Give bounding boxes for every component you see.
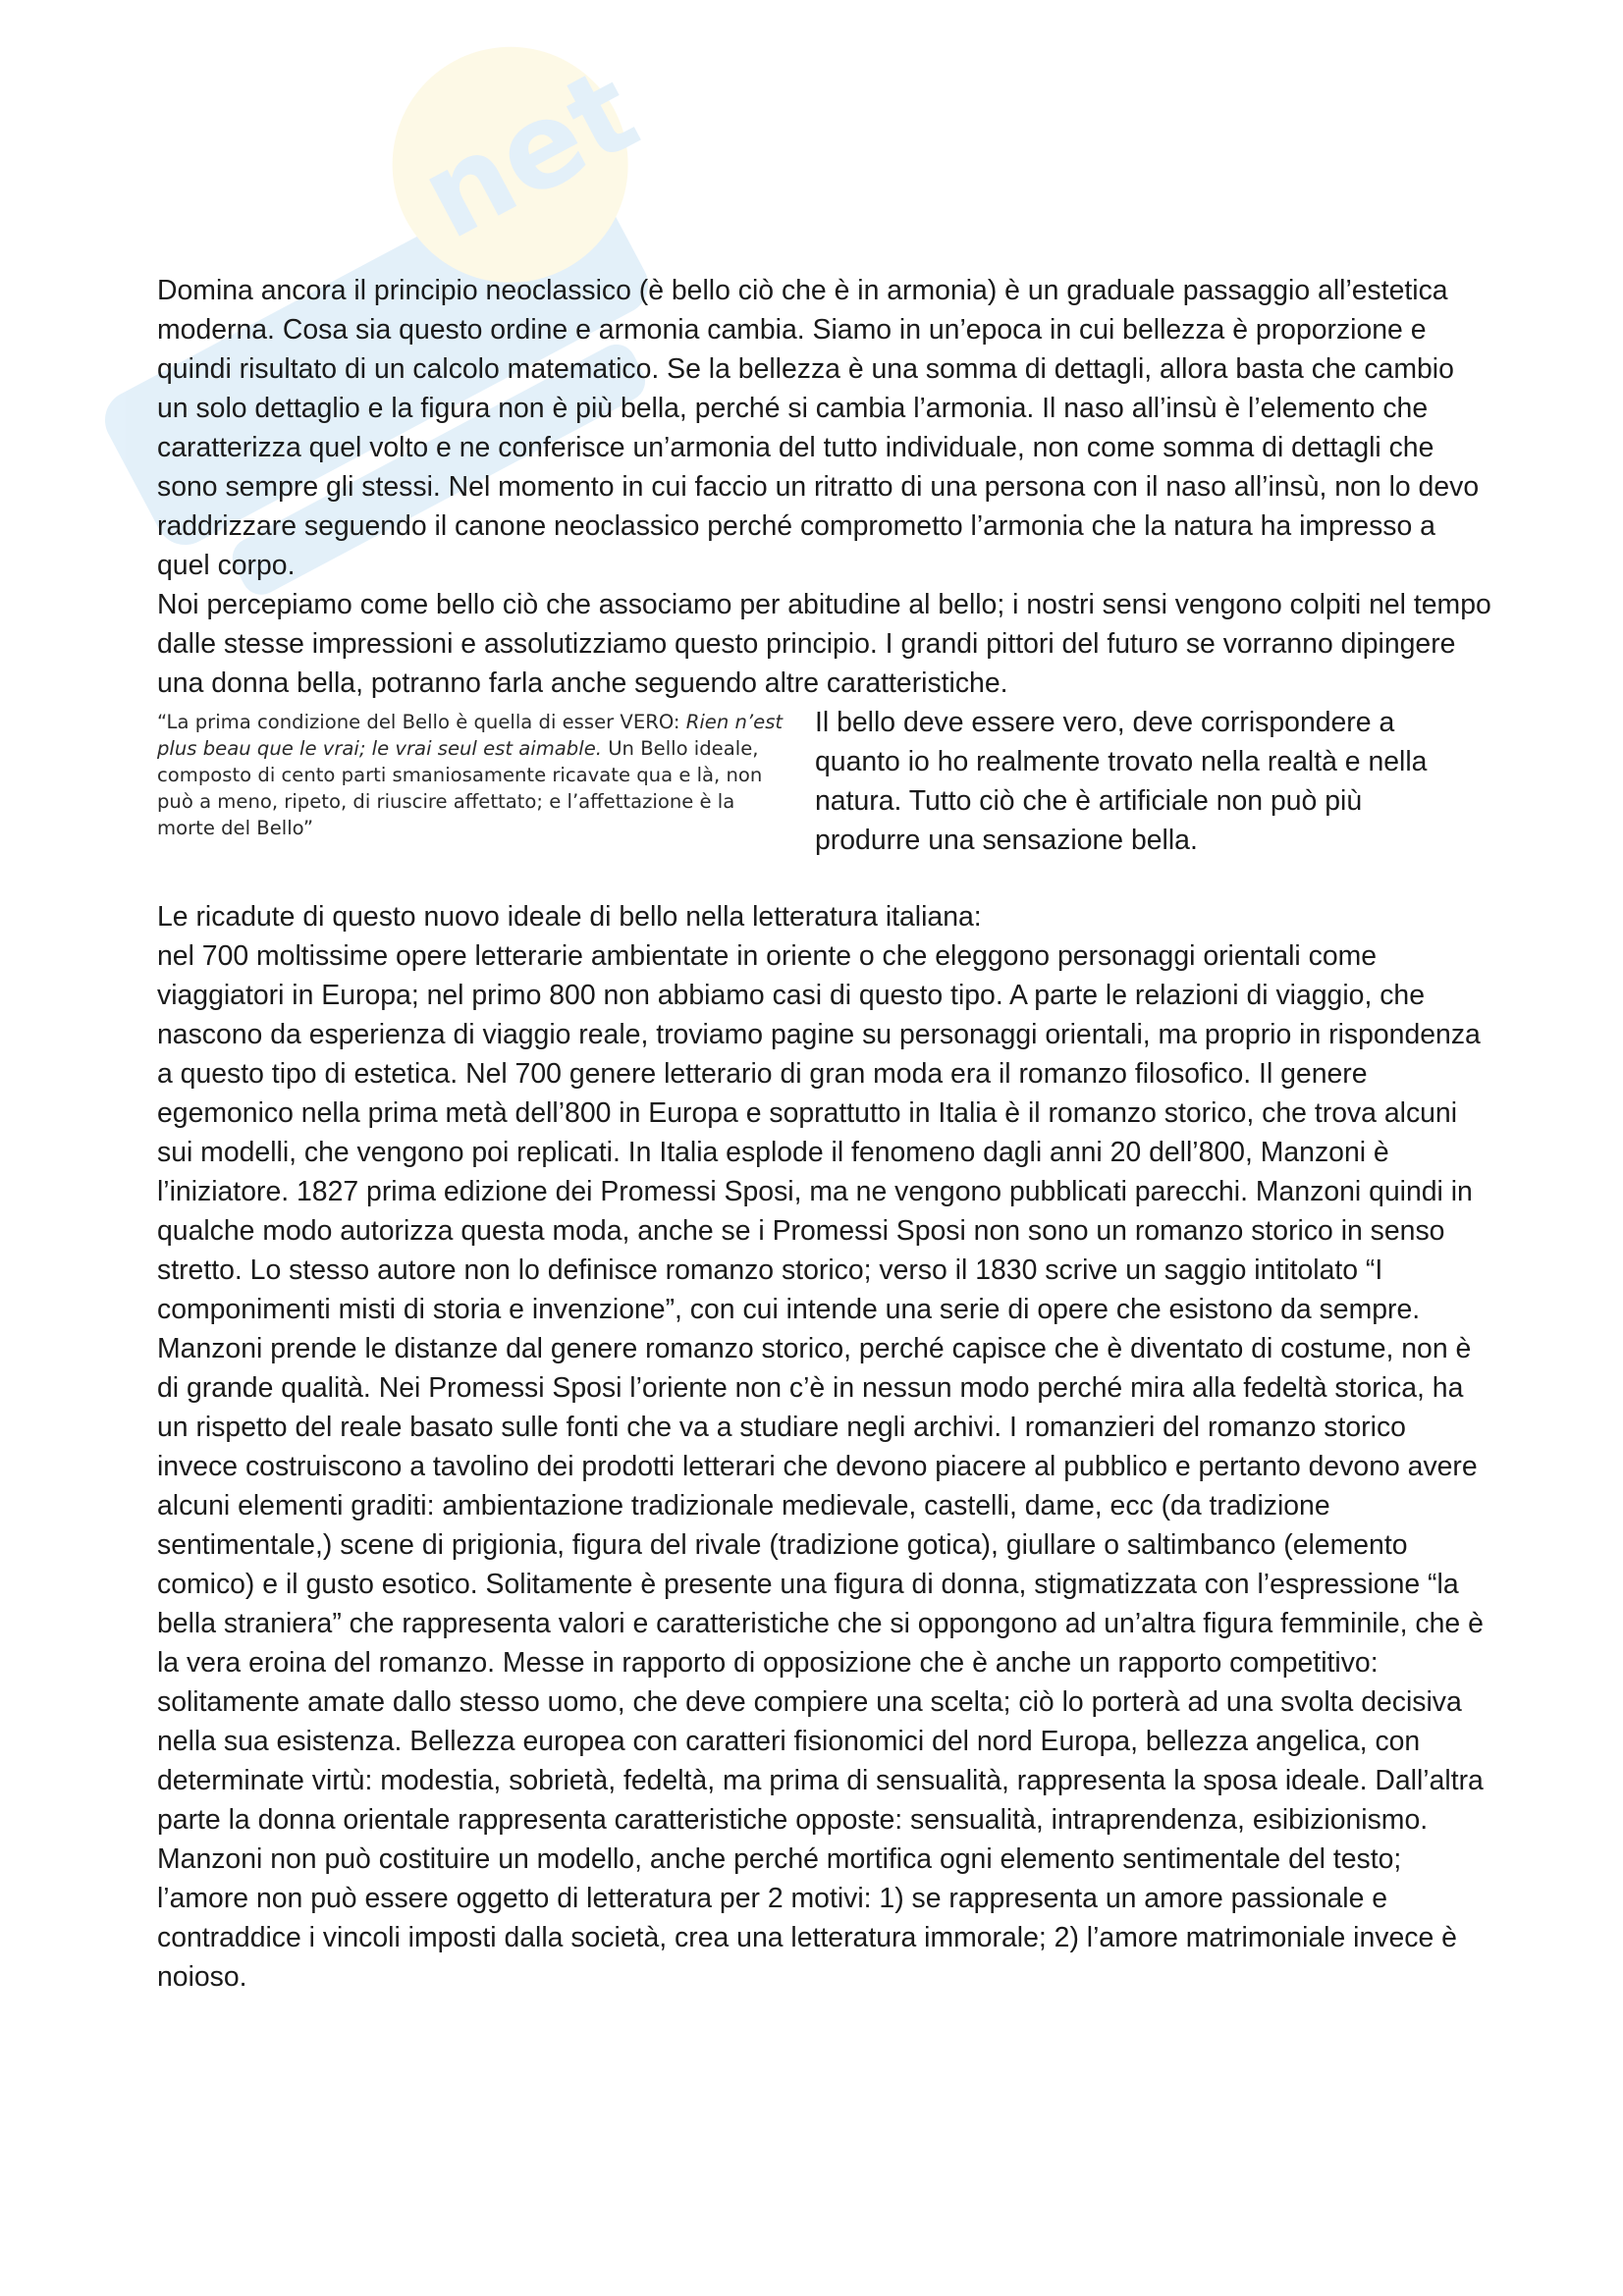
document-body <box>157 271 1492 1997</box>
quote-text-end: Un Bello ideale, composto di cento parti smaniosamente ricavate qua e là, non può a meno, ripeto, di riuscire affettato; e l’affettazione è la morte del Bello” <box>157 737 763 839</box>
section-spacer <box>157 860 1492 897</box>
manzoni-quote <box>157 709 797 841</box>
quote-text-start: “La prima condizione del Bello è quella di esser VERO: <box>157 711 686 733</box>
watermark-brand: net <box>400 42 659 266</box>
intro-paragraph-1: Domina ancora il principio neoclassico (è bello ciò che è in armonia) è un graduale passaggio all’estetica moderna. Cosa sia questo ordine e armonia cambia. Siamo in un’epoca in cui bellezza è proporzione e quindi risultato di un calcolo matematico. Se la bellezza è una somma di dettagli, allora basta che cambio un solo dettaglio e la figura non è più bella, perché si cambia l’armonia. Il naso all’insù è l’elemento che caratterizza quel volto e ne conferisce un’armonia del tutto individuale, non come somma di dettagli che sono sempre gli stessi. Nel momento in cui faccio un ritratto di una persona con il naso all’insù, non lo devo raddrizzare seguendo il canone neoclassico perché comprometto l’armonia che la natura ha impresso a quel corpo. <box>157 275 1480 581</box>
quote-section <box>157 703 1492 860</box>
quote-commentary: Il bello deve essere vero, deve corrispondere a quanto io ho realmente trovato nella realtà e nella natura. Tutto ciò che è artificiale non può più produrre una sensazione bella. <box>815 707 1428 856</box>
section-2-heading: Le ricadute di questo nuovo ideale di bello nella letteratura italiana: <box>157 901 982 933</box>
intro-paragraph-2: Noi percepiamo come bello ciò che associamo per abitudine al bello; i nostri sensi vengono colpiti nel tempo dalle stesse impressioni e assolutizziamo questo principio. I grandi pittori del futuro se vorranno dipingere una donna bella, potranno farla anche seguendo altre caratteristiche. <box>157 589 1491 699</box>
quote-text-french: Rien n’est plus beau que le vrai; le vrai seul est aimable. <box>157 711 784 760</box>
section-2-body: nel 700 moltissime opere letterarie ambientate in oriente o che eleggono personaggi orientali come viaggiatori in Europa; nel primo 800 non abbiamo casi di questo tipo. A parte le relazioni di viaggio, che nascono da esperienza di viaggio reale, troviamo pagine su personaggi orientali, ma proprio in rispondenza a questo tipo di estetica. Nel 700 genere letterario di gran moda era il romanzo filosofico. Il genere egemonico nella prima metà dell’800 in Europa e soprattutto in Italia è il romanzo storico, che trova alcuni sui modelli, che vengono poi replicati. In Italia esplode il fenomeno dagli anni 20 dell’800, Manzoni è l’iniziatore. 1827 prima edizione dei Promessi Sposi, ma ne vengono pubblicati parecchi. Manzoni quindi in qualche modo autorizza questa moda, anche se i Promessi Sposi non sono un romanzo storico in senso stretto. Lo stesso autore non lo definisce romanzo storico; verso il 1830 scrive un saggio intitolato “I componimenti misti di storia e invenzione”, con cui intende una serie di opere che esistono da sempre. Manzoni prende le distanze dal genere romanzo storico, perché capisce che è diventato di costume, non è di grande qualità. Nei Promessi Sposi l’oriente non c’è in nessun modo perché mira alla fedeltà storica, ha un rispetto del reale basato sulle fonti che va a studiare negli archivi. I romanzieri del romanzo storico invece costruiscono a tavolino dei prodotti letterari che devono piacere al pubblico e pertanto devono avere alcuni elementi graditi: ambientazione tradizionale medievale, castelli, dame, ecc (da tradizione sentimentale,) scene di prigionia, figura del rivale (tradizione gotica), giullare o saltimbanco (elemento comico) e il gusto esotico. Solitamente è presente una figura di donna, stigmatizzata con l’espressione “la bella straniera” che rappresenta valori e caratteristiche che si oppongono ad un’altra figura femminile, che è la vera eroina del romanzo. Messe in rapporto di opposizione che è anche un rapporto competitivo: solitamente amate dallo stesso uomo, che deve compiere una scelta; ciò lo porterà ad una svolta decisiva nella sua esistenza. Bellezza europea con caratteri fisionomici del nord Europa, bellezza angelica, con determinate virtù: modestia, sobrietà, fedeltà, ma prima di sensualità, rappresenta la sposa ideale. Dall’altra parte la donna orientale rappresenta caratteristiche opposte: sensualità, intraprendenza, esibizionismo. Manzoni non può costituire un modello, anche perché mortifica ogni elemento sentimentale del testo; l’amore non può essere oggetto di letteratura per 2 motivi: 1) se rappresenta un amore passionale e contraddice i vincoli imposti dalla società, crea una letteratura immorale; 2) l’amore matrimoniale invece è noioso. <box>157 940 1484 1993</box>
